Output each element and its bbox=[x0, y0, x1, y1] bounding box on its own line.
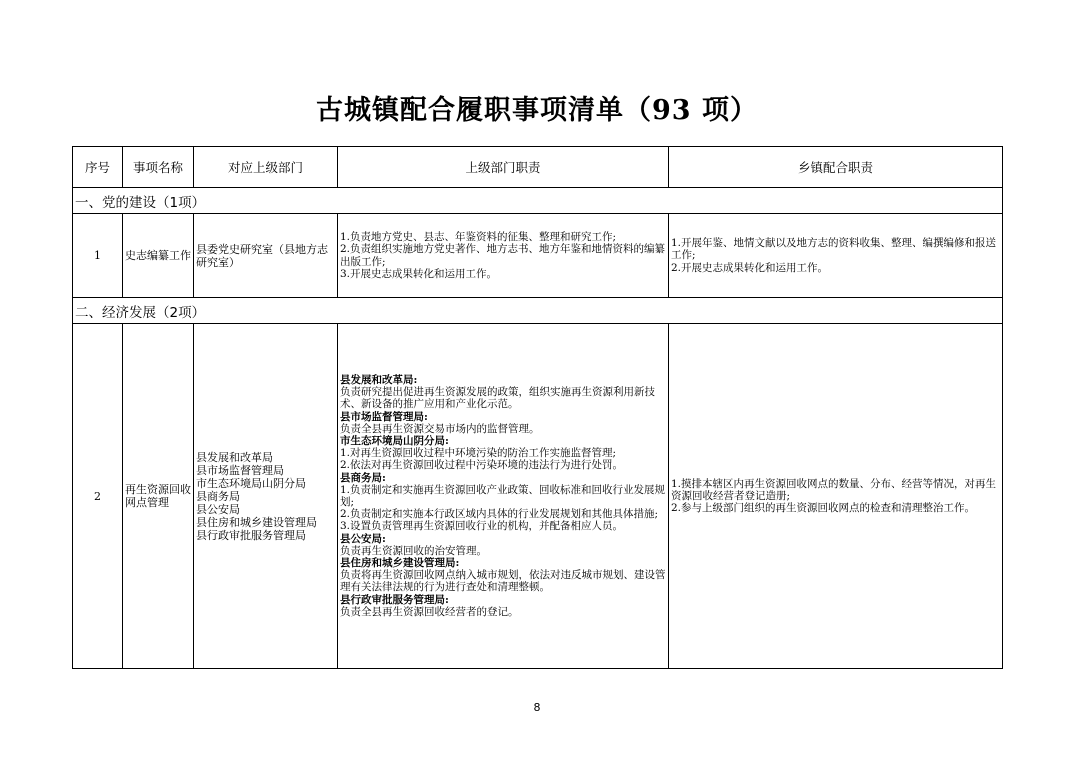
town-duty-line: 2.参与上级部门组织的再生资源回收网点的检查和清理整治工作。 bbox=[671, 502, 976, 515]
header-town-duty: 乡镇配合职责 bbox=[669, 147, 1003, 188]
row-dept bbox=[194, 324, 338, 669]
row-town-duty bbox=[669, 214, 1003, 298]
dept-line: 县委党史研究室（县地方志研究室） bbox=[196, 242, 328, 269]
dept-duty-heading: 县商务局: bbox=[340, 471, 386, 484]
row-upper-duty bbox=[338, 214, 669, 298]
duty-line: 2.负责组织实施地方党史著作、地方志书、地方年鉴和地情资料的编纂出版工作; bbox=[340, 243, 666, 268]
town-duty-line: 2.开展史志成果转化和运用工作。 bbox=[671, 261, 829, 274]
row-item-name: 再生资源回收网点管理 bbox=[123, 324, 194, 669]
dept-duty-heading: 县住房和城乡建设管理局: bbox=[340, 557, 460, 570]
row-dept bbox=[194, 214, 338, 298]
duty-line: 1.负责制定和实施再生资源回收产业政策、回收标准和回收行业发展规划; bbox=[340, 483, 666, 508]
section-row bbox=[73, 188, 1003, 214]
header-index: 序号 bbox=[73, 147, 123, 188]
dept-line: 县发展和改革局 bbox=[196, 450, 273, 464]
dept-duty-heading: 县公安局: bbox=[340, 532, 386, 545]
section-row bbox=[73, 298, 1003, 324]
town-duty-line: 1.摸排本辖区内再生资源回收网点的数量、分布、经营等情况，对再生资源回收经营者登记造册; bbox=[671, 477, 997, 502]
dept-line: 县商务局 bbox=[196, 489, 240, 503]
duty-line: 2.依法对再生资源回收过程中污染环境的违法行为进行处罚。 bbox=[340, 459, 624, 472]
duty-line: 1.对再生资源回收过程中环境污染的防治工作实施监督管理; bbox=[340, 447, 617, 460]
row-town-duty bbox=[669, 324, 1003, 669]
duty-line: 3.开展史志成果转化和运用工作。 bbox=[340, 267, 498, 280]
duty-line: 2.负责制定和实施本行政区域内具体的行业发展规划和其他具体措施; bbox=[340, 508, 659, 521]
header-item: 事项名称 bbox=[123, 147, 194, 188]
row-index: 2 bbox=[73, 324, 123, 669]
table-row bbox=[73, 324, 1003, 669]
dept-line: 县公安局 bbox=[196, 502, 240, 516]
row-index: 1 bbox=[73, 214, 123, 298]
town-duty-line: 1.开展年鉴、地情文献以及地方志的资料收集、整理、编撰编修和报送工作; bbox=[671, 237, 997, 262]
dept-duty-heading: 市生态环境局山阴分局: bbox=[340, 434, 449, 447]
table-header-row bbox=[73, 147, 1003, 188]
page-number: 8 bbox=[533, 701, 541, 714]
duty-line: 负责全县再生资源交易市场内的监督管理。 bbox=[340, 422, 540, 435]
duty-line: 负责研究提出促进再生资源发展的政策，组织实施再生资源利用新技术、新设备的推广应用和产业化示范。 bbox=[340, 386, 655, 411]
row-item-name: 史志编纂工作 bbox=[123, 214, 194, 298]
dept-line: 县行政审批服务管理局 bbox=[196, 528, 306, 542]
section-heading: 一、党的建设（1项） bbox=[73, 188, 1003, 214]
dept-line: 市生态环境局山阴分局 bbox=[196, 476, 306, 490]
header-dept: 对应上级部门 bbox=[194, 147, 338, 188]
duty-line: 负责将再生资源回收网点纳入城市规划，依法对违反城市规划、建设管理有关法律法规的行为进行查处和清理整顿。 bbox=[340, 569, 666, 594]
dept-line: 县住房和城乡建设管理局 bbox=[196, 515, 317, 529]
duty-line: 3.设置负责管理再生资源回收行业的机构，并配备相应人员。 bbox=[340, 520, 624, 533]
duties-table bbox=[72, 146, 1003, 669]
header-upper-duty: 上级部门职责 bbox=[338, 147, 669, 188]
dept-duty-heading: 县行政审批服务管理局: bbox=[340, 593, 449, 606]
dept-duty-heading: 县市场监督管理局: bbox=[340, 410, 428, 423]
duty-line: 负责全县再生资源回收经营者的登记。 bbox=[340, 605, 519, 618]
dept-duty-heading: 县发展和改革局: bbox=[340, 373, 418, 386]
document-title: 古城镇配合履职事项清单（93 项） bbox=[316, 95, 758, 126]
duty-line: 负责再生资源回收的治安管理。 bbox=[340, 544, 487, 557]
table-row bbox=[73, 214, 1003, 298]
dept-line: 县市场监督管理局 bbox=[196, 463, 284, 477]
duty-line: 1.负责地方党史、县志、年鉴资料的征集、整理和研究工作; bbox=[340, 231, 617, 244]
section-heading: 二、经济发展（2项） bbox=[73, 298, 1003, 324]
row-upper-duty bbox=[338, 324, 669, 669]
